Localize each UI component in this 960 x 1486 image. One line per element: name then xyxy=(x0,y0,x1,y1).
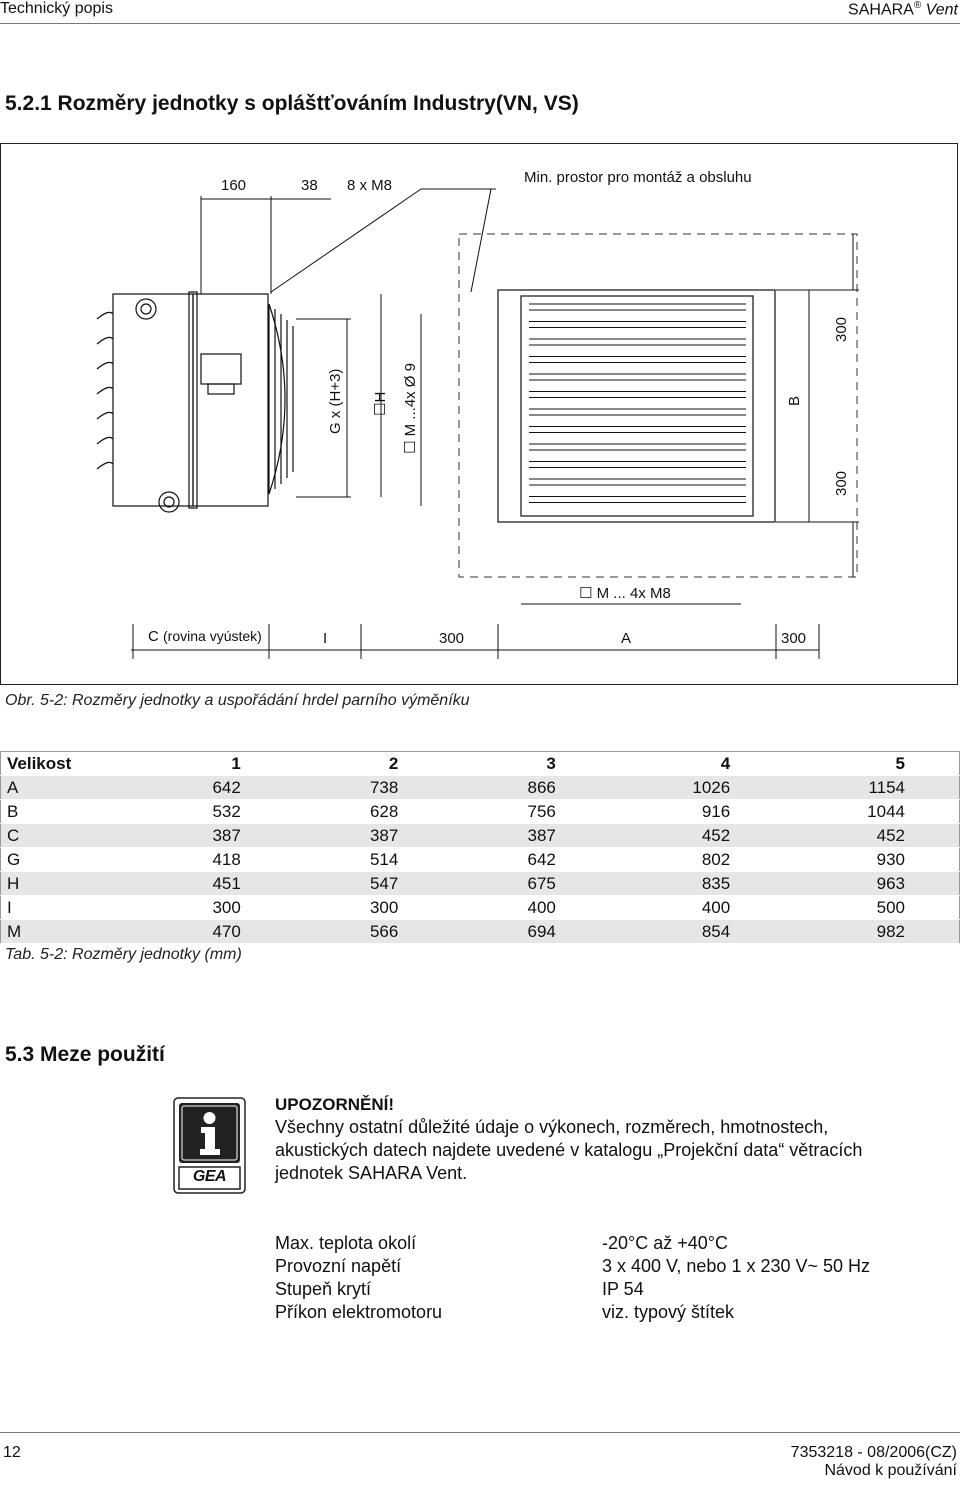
dimension-drawing xyxy=(0,143,958,685)
drawing-svg xyxy=(1,144,959,686)
notice-line: akustických datech najdete uvedené v katalogu „Projekční data“ větracích xyxy=(275,1140,863,1160)
dim-c-letter: C xyxy=(148,628,159,645)
value-cell: 3 xyxy=(452,752,610,776)
row-label-cell: I xyxy=(1,896,138,920)
value-cell: 866 xyxy=(452,776,610,800)
value-cell: 451 xyxy=(137,872,295,896)
dim-8xm8: 8 x M8 xyxy=(347,177,393,194)
spec-label: Provozní napětí xyxy=(275,1256,402,1276)
dim-a: A xyxy=(621,630,632,647)
row-label-cell: B xyxy=(1,800,138,824)
brand-sub: Vent xyxy=(925,1,958,19)
gea-logo: GEA xyxy=(192,1168,227,1185)
notice-text xyxy=(275,1116,862,1185)
value-cell: 387 xyxy=(452,824,610,848)
dim-300-left: 300 xyxy=(439,630,465,647)
spec-row xyxy=(275,1256,915,1279)
dim-b: B xyxy=(786,395,803,406)
notice-line: jednotek SAHARA Vent. xyxy=(275,1163,468,1183)
bottom-port xyxy=(159,492,179,512)
spec-list xyxy=(275,1233,915,1325)
value-cell: 694 xyxy=(452,920,610,944)
dim-i: I xyxy=(323,630,328,647)
section-title-dimensions: 5.2.1 Rozměry jednotky s opláštťováním Industry(VN, VS) xyxy=(5,92,579,115)
value-cell: 470 xyxy=(137,920,295,944)
value-cell: 566 xyxy=(295,920,453,944)
value-cell: 400 xyxy=(610,896,784,920)
dim-c xyxy=(148,628,262,645)
row-label-cell: G xyxy=(1,848,138,872)
spec-row xyxy=(275,1302,915,1325)
table-row xyxy=(1,848,960,872)
value-cell: 982 xyxy=(784,920,959,944)
row-label-cell: M xyxy=(1,920,138,944)
value-cell: 452 xyxy=(784,824,959,848)
front-panel xyxy=(498,290,775,522)
page-number: 12 xyxy=(3,1444,21,1461)
unit-body-right xyxy=(193,294,268,506)
value-cell: 1154 xyxy=(784,776,959,800)
registered-mark: ® xyxy=(913,0,922,11)
value-cell: 514 xyxy=(295,848,453,872)
value-cell: 1026 xyxy=(610,776,784,800)
footer-doc-info xyxy=(791,1444,957,1480)
doc-type: Návod k používání xyxy=(824,1462,957,1479)
row-label-cell: A xyxy=(1,776,138,800)
dim-300-top: 300 xyxy=(833,316,850,342)
row-label-cell: C xyxy=(1,824,138,848)
value-cell: 802 xyxy=(610,848,784,872)
dim-h: ☐H xyxy=(372,391,389,416)
dim-m-threads: ☐ M ... 4x M8 xyxy=(579,585,671,602)
value-cell: 4 xyxy=(610,752,784,776)
value-cell: 835 xyxy=(610,872,784,896)
value-cell: 916 xyxy=(610,800,784,824)
value-cell: 963 xyxy=(784,872,959,896)
value-cell: 387 xyxy=(295,824,453,848)
value-cell: 5 xyxy=(784,752,959,776)
dim-38: 38 xyxy=(301,177,318,194)
value-cell: 738 xyxy=(295,776,453,800)
spec-label: Příkon elektromotoru xyxy=(275,1302,443,1322)
brand-name: SAHARA xyxy=(848,1,914,19)
dim-160: 160 xyxy=(221,177,247,194)
value-cell: 300 xyxy=(295,896,453,920)
notice-line: Všechny ostatní důležité údaje o výkonech, rozměrech, hmotnostech, xyxy=(275,1117,829,1137)
spec-value: IP 54 xyxy=(602,1279,644,1299)
value-cell: 642 xyxy=(452,848,610,872)
spec-label: Stupeň krytí xyxy=(275,1279,372,1299)
value-cell: 675 xyxy=(452,872,610,896)
value-cell: 400 xyxy=(452,896,610,920)
dim-c-note: (rovina vyústek) xyxy=(163,628,262,644)
value-cell: 1044 xyxy=(784,800,959,824)
spec-value: 3 x 400 V, nebo 1 x 230 V~ 50 Hz xyxy=(602,1256,871,1276)
value-cell: 500 xyxy=(784,896,959,920)
table-row xyxy=(1,800,960,824)
dim-300-bottom: 300 xyxy=(833,470,850,496)
row-label-cell: Velikost xyxy=(1,752,138,776)
doc-number: 7353218 - 08/2006(CZ) xyxy=(790,1444,957,1461)
table-row xyxy=(1,920,960,944)
unit-body-left xyxy=(113,294,193,506)
notice-title: UPOZORNĚNÍ! xyxy=(275,1095,394,1114)
value-cell: 547 xyxy=(295,872,453,896)
dim-g: G x (H+3) xyxy=(327,368,344,434)
header-rule xyxy=(0,23,960,24)
value-cell: 300 xyxy=(137,896,295,920)
spec-value: viz. typový štítek xyxy=(602,1302,735,1322)
table-row xyxy=(1,824,960,848)
value-cell: 2 xyxy=(295,752,453,776)
figure-caption: Obr. 5-2: Rozměry jednotky a uspořádání hrdel parního výměníku xyxy=(5,692,470,709)
value-cell: 418 xyxy=(137,848,295,872)
table-row xyxy=(1,776,960,800)
value-cell: 452 xyxy=(610,824,784,848)
header-right xyxy=(848,0,958,19)
value-cell: 854 xyxy=(610,920,784,944)
value-cell: 532 xyxy=(137,800,295,824)
value-cell: 930 xyxy=(784,848,959,872)
table-header-row xyxy=(1,752,960,776)
dim-m-holes: ☐ M ...4x Ø 9 xyxy=(402,363,419,454)
spec-row xyxy=(275,1279,915,1302)
min-space-label: Min. prostor pro montáž a obsluhu xyxy=(524,169,752,186)
section-title-limits: 5.3 Meze použití xyxy=(5,1043,165,1066)
table-caption: Tab. 5-2: Rozměry jednotky (mm) xyxy=(5,946,242,963)
spec-label: Max. teplota okolí xyxy=(275,1233,417,1253)
info-icon xyxy=(173,1097,246,1194)
value-cell: 628 xyxy=(295,800,453,824)
value-cell: 756 xyxy=(452,800,610,824)
dim-300-right: 300 xyxy=(781,630,807,647)
value-cell: 387 xyxy=(137,824,295,848)
spec-row xyxy=(275,1233,915,1256)
table-row xyxy=(1,872,960,896)
value-cell: 1 xyxy=(137,752,295,776)
footer-rule xyxy=(0,1432,960,1433)
top-port xyxy=(136,299,156,319)
value-cell: 642 xyxy=(137,776,295,800)
dimensions-table xyxy=(0,751,960,944)
spec-value: -20°C až +40°C xyxy=(602,1233,728,1253)
table-row xyxy=(1,896,960,920)
row-label-cell: H xyxy=(1,872,138,896)
header-left: Technický popis xyxy=(0,0,113,17)
terminal-box xyxy=(201,354,241,384)
